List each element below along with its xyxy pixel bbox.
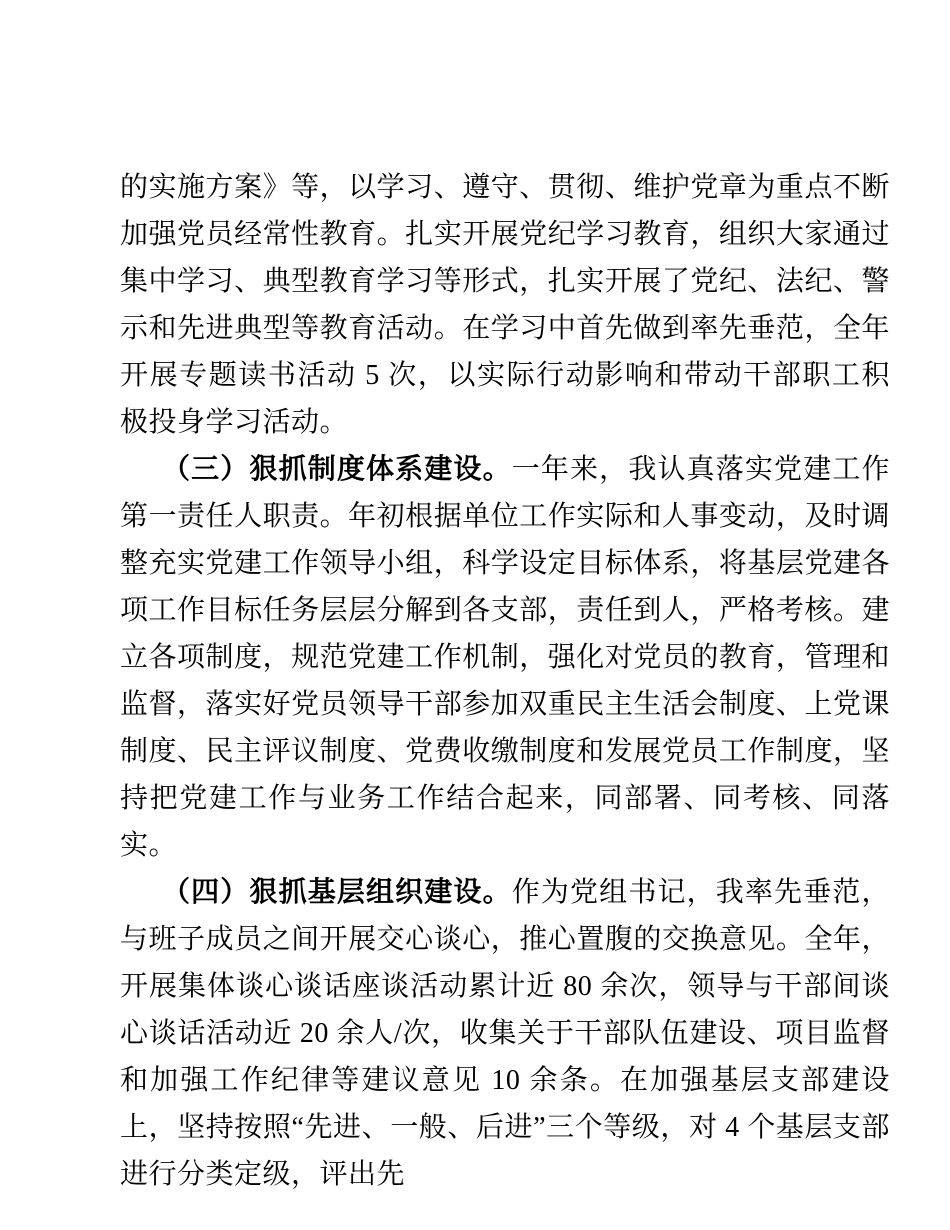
section-heading-four: （四）狠抓基层组织建设。 — [162, 877, 512, 908]
paragraph-text: 的实施方案》等，以学习、遵守、贯彻、维护党章为重点不断加强党员经常性教育。扎实开展党纪学习教育，组织大家通过集中学习、典型教育学习等形式，扎实开展了党纪、法纪、警示和先进典型等教育活动。在学习中首先做到率先垂范，全年开展专题读书活动 5 次，以实际行动影响和带动干部职工积极投身学习活动。 — [120, 172, 890, 438]
document-body — [120, 164, 890, 1198]
paragraph-continuation — [120, 164, 890, 446]
section-heading-three: （三）狠抓制度体系建设。 — [162, 454, 512, 485]
paragraph-text: 一年来，我认真落实党建工作第一责任人职责。年初根据单位工作实际和人事变动，及时调整充实党建工作领导小组，科学设定目标体系，将基层党建各项工作目标任务层层分解到各支部，责任到人，严格考核。建立各项制度，规范党建工作机制，强化对党员的教育，管理和监督，落实好党员领导干部参加双重民主生活会制度、上党课制度、民主评议制度、党费收缴制度和发展党员工作制度，坚持把党建工作与业务工作结合起来，同部署、同考核、同落实。 — [120, 454, 890, 861]
paragraph-text: 作为党组书记，我率先垂范，与班子成员之间开展交心谈心，推心置腹的交换意见。全年，开展集体谈心谈话座谈活动累计近 80 余次，领导与干部间谈心谈话活动近 20 余人/次，收集关于干部队伍建设、项目监督和加强工作纪律等建议意见 10 余条。在加强基层支部建设上，坚持按照“先进、一般、后进”三个等级，对 4 个基层支部进行分类定级，评出先 — [120, 877, 890, 1190]
paragraph-section-four — [120, 869, 890, 1198]
paragraph-section-three — [120, 446, 890, 869]
